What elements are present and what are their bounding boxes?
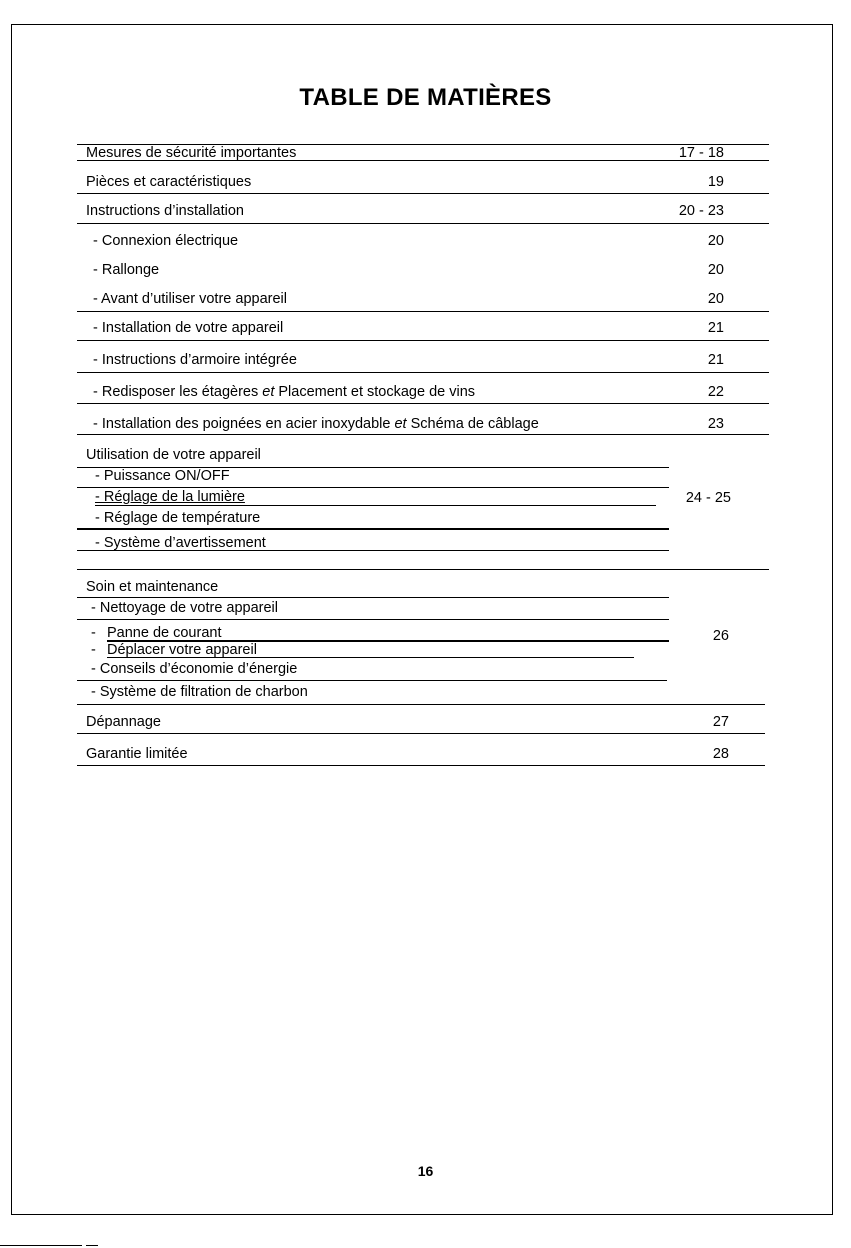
toc-pages-utilisation: 24 - 25 (685, 490, 731, 506)
toc-pages-etageres: 22 (707, 384, 724, 400)
toc-entry-utilisation[interactable]: Utilisation de votre appareil (86, 447, 261, 463)
entry-text: - Installation des poignées en acier inoxydable (93, 416, 395, 432)
page-title: TABLE DE MATIÈRES (299, 84, 552, 111)
divider (77, 619, 669, 620)
divider (77, 704, 765, 705)
toc-entry-poignees[interactable] (93, 416, 539, 433)
divider (77, 340, 769, 341)
toc-entry-rallonge[interactable]: - Rallonge (93, 262, 160, 278)
footer-rule (0, 1245, 82, 1246)
toc-subentry-panne[interactable]: Panne de courant (107, 625, 222, 641)
entry-text: - Redisposer les étagères (93, 384, 263, 400)
toc-pages-pieces: 19 (707, 174, 724, 190)
toc-entry-mesures[interactable]: Mesures de sécurité importantes (86, 145, 297, 161)
toc-pages-installation: 20 - 23 (678, 203, 724, 219)
toc-pages-garantie: 28 (712, 746, 729, 762)
divider (77, 311, 769, 312)
divider (77, 487, 669, 488)
toc-subentry-temperature[interactable]: - Réglage de température (95, 510, 261, 526)
toc-entry-depannage[interactable]: Dépannage (86, 714, 161, 730)
divider (77, 403, 769, 404)
toc-entry-etageres[interactable] (93, 384, 475, 401)
divider (77, 597, 669, 598)
toc-subentry-nettoyage[interactable]: - Nettoyage de votre appareil (91, 600, 278, 616)
toc-subentry-filtration[interactable]: - Système de filtration de charbon (91, 684, 308, 700)
toc-subentry-puissance[interactable]: - Puissance ON/OFF (95, 468, 230, 484)
divider (77, 550, 669, 551)
divider (95, 505, 656, 506)
entry-text: Schéma de câblage (406, 416, 539, 432)
toc-subentry-avertissement[interactable]: - Système d’avertissement (95, 535, 266, 551)
footer-rule (86, 1245, 98, 1246)
toc-entry-armoire[interactable]: - Instructions d’armoire intégrée (93, 352, 297, 368)
toc-pages-poignees: 23 (707, 416, 724, 432)
divider (77, 765, 765, 766)
toc-entry-installation[interactable]: Instructions d’installation (86, 203, 244, 219)
divider (77, 223, 769, 224)
toc-entry-connexion[interactable]: - Connexion électrique (93, 233, 239, 249)
toc-entry-pieces[interactable]: Pièces et caractéristiques (86, 174, 252, 190)
toc-pages-connexion: 20 (707, 233, 724, 249)
toc-pages-avant: 20 (707, 291, 724, 307)
toc-pages-rallonge: 20 (707, 262, 724, 278)
toc-subentry-conseils[interactable]: - Conseils d’économie d’énergie (91, 661, 298, 677)
toc-subentry-dash: - (91, 642, 96, 658)
divider (77, 569, 769, 570)
divider (77, 193, 769, 194)
toc-subentry-deplacer[interactable]: Déplacer votre appareil (107, 642, 257, 658)
divider (77, 733, 765, 734)
divider (77, 434, 769, 435)
toc-subentry-dash: - (91, 625, 96, 641)
toc-entry-soin[interactable]: Soin et maintenance (86, 579, 219, 595)
divider (77, 528, 669, 530)
entry-text: Placement et stockage de vins (274, 384, 476, 400)
toc-entry-installation-appareil[interactable]: - Installation de votre appareil (93, 320, 284, 336)
entry-italic: et (262, 384, 275, 400)
divider (77, 680, 667, 681)
page-number: 16 (417, 1163, 434, 1179)
entry-italic: et (394, 416, 407, 432)
divider (107, 657, 634, 658)
toc-entry-garantie[interactable]: Garantie limitée (86, 746, 188, 762)
toc-pages-depannage: 27 (712, 714, 729, 730)
divider (77, 160, 769, 161)
toc-pages-mesures: 17 - 18 (678, 145, 724, 161)
toc-pages-soin: 26 (712, 628, 729, 644)
divider (77, 372, 769, 373)
toc-entry-avant[interactable]: - Avant d’utiliser votre appareil (93, 291, 287, 307)
toc-pages-installation-appareil: 21 (707, 320, 724, 336)
toc-pages-armoire: 21 (707, 352, 724, 368)
toc-subentry-lumiere[interactable]: - Réglage de la lumière (95, 489, 245, 505)
